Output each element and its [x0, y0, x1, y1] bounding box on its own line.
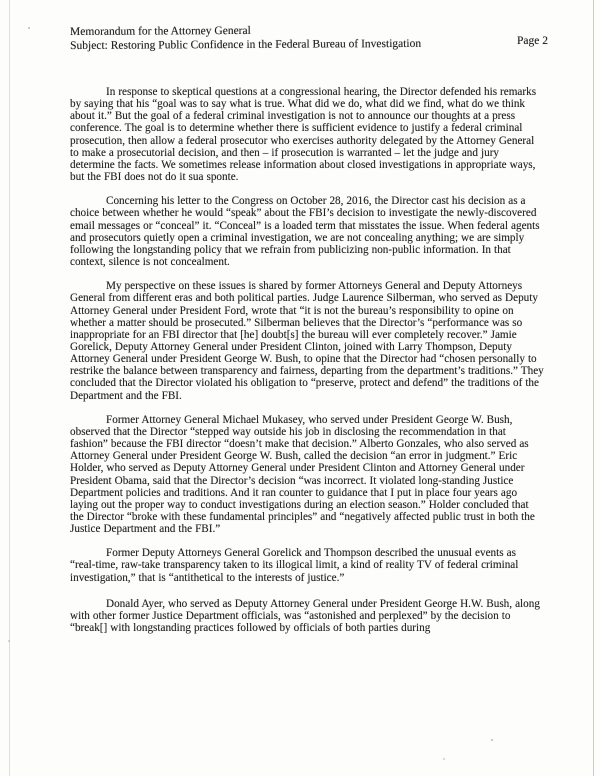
paragraph-mukasey: Former Attorney General Michael Mukasey, who served under President George W. Bush, observed that the Director “stepped way outside his job in disclosing the recommendation in that fashion” because the FBI director “doesn’t make that decision.” Alberto Gonzales, who also served as Attorney General under President George W. Bush, called the decision “an error in judgment.” Eric Holder, who served as Deputy Attorney General under President Clinton and Attorney General under President Obama, said that the Director’s decision “was incorrect. It violated long-standing Justice Department policies and traditions. And it ran counter to guidance that I put in place four years ago laying out the proper way to conduct investigations during an election season.” Holder concluded that the Director “broke with these fundamental principles” and “negatively affected public trust in both the Justice Department and the FBI.” — [70, 413, 535, 536]
memo-header — [0, 0, 600, 53]
paragraph-gorelick-thompson: Former Deputy Attorneys General Gorelick and Thompson described the unusual events as “real-time, raw-take transparency taken to its illogical limit, a kind of reality TV of federal criminal investigation,” that is “antithetical to the interests of justice.” — [70, 547, 519, 584]
paragraph-my-perspective: My perspective on these issues is shared by former Attorneys General and Deputy Attorneys General from different eras and both political parties. Judge Laurence Silberman, who served as Deputy Attorney General under President Ford, wrote that “it is not the bureau’s responsibility to opine on whether a matter should be prosecuted.” Silberman believes that the Director’s “performance was so inappropriate for an FBI director that [he] doubt[s] the bureau will ever completely recover.” Jamie Gorelick, Deputy Attorney General under President Clinton, joined with Larry Thompson, Deputy Attorney General under President George W. Bush, to opine that the Director had “chosen personally to restrike the balance between transparency and fairness, departing from the department’s traditions.” They concluded that the Director violated his obligation to “preserve, protect and defend” the traditions of the Department and the FBI. — [70, 280, 544, 402]
paragraph-donald-ayer: Donald Ayer, who served as Deputy Attorney General under President George H.W. Bush, along with other former Justice Department officials, was “astonished and perplexed” by the decision to “break[] with longstanding practices followed by officials of both parties during — [70, 597, 540, 635]
paragraph-concerning-letter: Concerning his letter to the Congress on October 28, 2016, the Director cast his decision as a choice between whether he would “speak” about the FBI’s decision to investigate the newly-discovered email messages or “conceal” it. “Conceal” is a loaded term that misstates the issue. When federal agents and prosecutors quietly open a criminal investigation, we are not concealing anything; we are simply following the longstanding policy that we refrain from publicizing non-public information. In that context, silence is not concealment. — [70, 195, 540, 269]
memo-header-left — [70, 23, 421, 53]
page-number: Page 2 — [517, 35, 548, 47]
memo-body — [0, 86, 600, 634]
memo-title: Memorandum for the Attorney General — [70, 24, 251, 38]
scan-speck — [491, 739, 493, 741]
scan-speck — [8, 640, 10, 642]
memo-subject: Subject: Restoring Public Confidence in the Federal Bureau of Investigation — [70, 37, 422, 52]
scan-speck — [443, 758, 445, 760]
paragraph-in-response: In response to skeptical questions at a congressional hearing, the Director defended his remarks by saying that his “goal was to say what is true. What did we do, what did we find, what do we think about it.” But the goal of a federal criminal investigation is not to announce our thoughts at a press conference. The goal is to determine whether there is sufficient evidence to justify a federal criminal prosecution, then allow a federal prosecutor who exercises authority delegated by the Attorney General to make a prosecutorial decision, and then – if prosecution is warranted – let the judge and jury determine the facts. We sometimes release information about closed investigations in appropriate ways, but the FBI does not do it sua sponte. — [70, 86, 537, 184]
